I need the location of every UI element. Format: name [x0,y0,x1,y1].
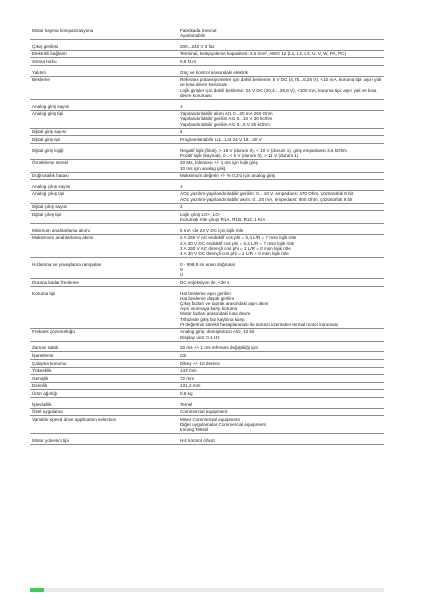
spec-value-line: Yapılandırılabilir gerilim AI1 0...10 V 30 kOhm [180,116,273,122]
spec-value [178,183,384,190]
spec-value [178,27,384,39]
spec-value-line: Ironing Tekstil [180,427,209,433]
spec-value-line: Aşırı ısınmaya karşı koruma [180,306,238,312]
spec-value-line: U [180,272,184,278]
spec-value [178,279,384,287]
spec-row [30,401,384,408]
spec-value-line: Temel [180,401,193,407]
footer-bar [30,588,384,592]
spec-value [178,234,384,257]
spec-value-line: 2 A 250 V AC endüktif cos phi = 0,4 L/R = 7 msn lojik röle [180,235,297,241]
spec-row [30,50,384,58]
spec-value [178,76,384,99]
spec-key: Motor kayma kompanzasyonu [30,27,178,39]
spec-key: Analog giriş sayısı [30,103,178,110]
spec-row [30,408,384,416]
spec-value-line: Maksimum değerin +/- % 0,3'ü için analog giriş [180,173,275,179]
spec-value [178,401,384,408]
spec-value-line: Lojik girişler için dahili besleme: 24 V DC (20,4....28,8 V), <100 mA, koruma tipi: aşırı yük ve kısa devre koruması [180,87,377,98]
spec-key: Çalışma konumu [30,360,178,368]
spec-sheet [30,27,384,445]
spec-row [30,382,384,390]
spec-value-line: 2 [180,204,183,210]
spec-row [30,103,384,110]
spec-row [30,136,384,144]
spec-value [178,375,384,383]
spec-value [178,290,384,328]
spec-key: Analog giriş tipi [30,110,178,128]
spec-row [30,128,384,136]
spec-value-line: 1 [180,183,183,189]
spec-key: Analog çıkış tipi [30,190,178,203]
spec-value-line: 131,2 mm [180,383,201,389]
footer-accent-mark [30,588,44,592]
spec-value [178,408,384,416]
spec-value [178,203,384,211]
spec-value [178,50,384,58]
spec-value [178,110,384,128]
spec-value-line: AO1 yazılım-yapılandırılabilir akım: 0...20 mA, empedans: 800 Ohm, çözünürlük 8 bit [180,196,353,202]
spec-key: Dijital çıkış sayısı [30,203,178,211]
spec-value-line: Hız kontrol cihazı [180,438,216,444]
spec-value-line: 1 [180,103,183,109]
spec-value-line: Hat besleme düşük gerilim [180,295,235,301]
spec-row [30,375,384,383]
spec-value-line: Analog giriş: dönüştürücü A/D, 10 bit [180,329,255,335]
spec-row [30,203,384,211]
spec-value [178,382,384,390]
spec-value-line: Trifazede giriş faz kaybına karşı [180,316,245,322]
spec-row [30,234,384,257]
spec-key: Derinlik [30,382,178,390]
spec-value [178,227,384,234]
spec-value-line: Hat besleme aşırı gerilim [180,290,231,296]
spec-value [178,136,384,144]
spec-value-line: 5 mA -de 24 V DC için lojik röle [180,227,244,233]
spec-value [178,43,384,50]
spec-key: Motor yolverici tipi [30,438,178,445]
spec-value [178,352,384,360]
spec-key: Yükseklik [30,367,178,375]
spec-value-line: Pozitif lojik (kaynak), 0...< 5 V (durum 0), > 11 V (durum 1) [180,152,299,158]
spec-key: Doğrusallık hatası [30,172,178,180]
spec-value [178,416,384,434]
spec-table [30,27,384,445]
spec-row [30,328,384,341]
spec-key: Dijital giriş lojiği [30,147,178,159]
spec-value-line: S [180,267,184,273]
spec-row [30,261,384,279]
spec-row [30,190,384,203]
spec-value-line: Dikey +/- 10 derece [180,360,220,366]
spec-value-line: 0,8 kg [180,390,193,396]
spec-row [30,367,384,375]
spec-row [30,110,384,128]
spec-row [30,43,384,50]
spec-value-line: 20 Ms, toleransı +/- 1 ms için lojik giriş [180,160,258,166]
spec-row [30,172,384,180]
spec-value-line: 143 mm [180,368,197,374]
spec-value-line: 0,8 N.m [180,58,197,64]
spec-row [30,279,384,287]
spec-value-line: Ayarlanabilir [180,32,206,38]
spec-row [30,390,384,398]
spec-value [178,58,384,66]
spec-table-body [30,27,384,445]
spec-row [30,58,384,66]
spec-value [178,172,384,180]
spec-value-line: 20 ms +/- 1 ms referans değişikliği için [180,345,258,351]
spec-value-line: AO1 yazılım-yapılandırılabilir gerilim: 0....10 V, empedans: 470 Ohm, çözünürlük 8 bit [180,191,353,197]
spec-value-line: 0 - 999,9 sn arası doğrusal [180,261,235,267]
spec-row [30,211,384,224]
spec-value [178,147,384,159]
spec-row [30,27,384,39]
spec-value-line: 3 A 250 V AC dirençli cos phi = 1 L/R = 0 msn lojik röle [180,245,291,251]
spec-row [30,352,384,360]
spec-value [178,69,384,76]
spec-value [178,211,384,224]
spec-value [178,103,384,110]
spec-row [30,416,384,434]
spec-value-line: 2 A 30 V DC endüktif cos phi = 0,4 L/R = 7 msn lojik röle [180,240,295,246]
spec-row [30,290,384,328]
spec-value-line: Fabrikada mevcut [180,27,217,33]
spec-key: Ürün ağırlığı [30,390,178,398]
spec-value-line: I²t değerinin sürekli hesaplanması ile sürücü üzerinden termal motor koruması [180,321,339,327]
spec-key: İşlevsellik [30,401,178,408]
spec-row [30,360,384,368]
spec-row [30,227,384,234]
spec-row [30,147,384,159]
spec-value-line: 72 mm [180,375,195,381]
spec-value [178,390,384,398]
spec-key: Elektrikli bağlantı [30,50,178,58]
spec-row [30,159,384,172]
spec-row [30,76,384,99]
spec-value-line: Negatif lojik (blok), > 16 V (durum 0), < 10 V (durum 1), giriş empedansı 3,5 kOhm [180,147,347,153]
spec-key: Frekans çözünürlüğü [30,328,178,341]
spec-key: Çıkış gerilimi [30,43,178,50]
spec-key: Variable speed drive application selection [30,416,178,434]
spec-value [178,438,384,445]
spec-value [178,190,384,203]
spec-value-line: Terminal, kelepçeleme kapasitesi: 3,5 mm², AWG 12 (L1, L2, L3, U, V, W, PA, PC) [180,51,347,57]
spec-key: Besleme [30,76,178,99]
spec-key: İşaretleme [30,352,178,360]
spec-value [178,328,384,341]
spec-key: Yalıtım [30,69,178,76]
spec-key: Analog çıkış sayısı [30,183,178,190]
spec-value-line: Programlanabilir LI1...LI4 24 V 18...30 V [180,136,262,142]
spec-key: Dijital giriş tipi [30,136,178,144]
spec-value-line: Mixer Commercial equipment [180,416,240,422]
spec-key: Dijital çıkış tipi [30,211,178,224]
spec-value-line: Diğer uygulamalar Commercial equipment [180,422,266,428]
spec-value-line: Lojik çıkış LO+, LO- [180,211,221,217]
spec-value-line: Referans potansiyometre için dahili besleme: 5 V DC (4,75...5,25 V), <10 mA, koruma tipi: aşırı yük ve kısa devre koruması [180,77,382,88]
spec-value-line: Yapılandırılabilir gerilim AI1 0...5 V 30 kOhm [180,121,270,127]
spec-value-line: 200...240 V 3 faz [180,43,215,49]
spec-value-line: Korumalı röle çıkışı R1A, R1B, R1C 1 K/A [180,217,266,223]
spec-key: Zaman sabiti [30,345,178,352]
spec-value-line: Yapılandırılabilir akım AI1 0...20 mA 250 Ohm [180,111,273,117]
spec-key: Minimum anahtarlama akımı [30,227,178,234]
spec-row [30,69,384,76]
spec-value-line: DC enjeksiyon ile, <30 s [180,279,230,285]
spec-row [30,183,384,190]
spec-key: Durana kadar frenleme [30,279,178,287]
spec-value-line: Motor fazları arasındaki kısa devre [180,311,251,317]
spec-value [178,261,384,279]
spec-row [30,345,384,352]
spec-row [30,438,384,445]
spec-value-line: 4 [180,129,183,135]
spec-value [178,159,384,172]
spec-value [178,367,384,375]
spec-value-line: 4 A 30 V DC dirençli cos phi = 1 L/R = 0 msn lojik röle [180,251,289,257]
spec-key: Örnekleme süresi [30,159,178,172]
spec-key: Özel uygulama [30,408,178,416]
spec-key: Sıkma torku [30,58,178,66]
spec-value-line: Display unit: 0.1 Hz [180,334,220,340]
spec-key: Hızlanma ve yavaşlama rampaları [30,261,178,279]
spec-value [178,360,384,368]
spec-key: Dijital giriş sayısı [30,128,178,136]
spec-value-line: Çıkış fazları ve toprak arasındaki aşırı akım [180,301,269,307]
spec-value-line: Güç ve kontrol arasındaki elektrik [180,69,248,75]
spec-value [178,345,384,352]
spec-key: Koruma tipi [30,290,178,328]
spec-key: Maksimum anahtarlama akımı [30,234,178,257]
spec-value-line: Commercial equipment [180,409,228,415]
spec-key: Genişlik [30,375,178,383]
spec-value-line: CE [180,353,187,358]
spec-value [178,128,384,136]
spec-value-line: 10 ms için analog giriş [180,165,226,171]
